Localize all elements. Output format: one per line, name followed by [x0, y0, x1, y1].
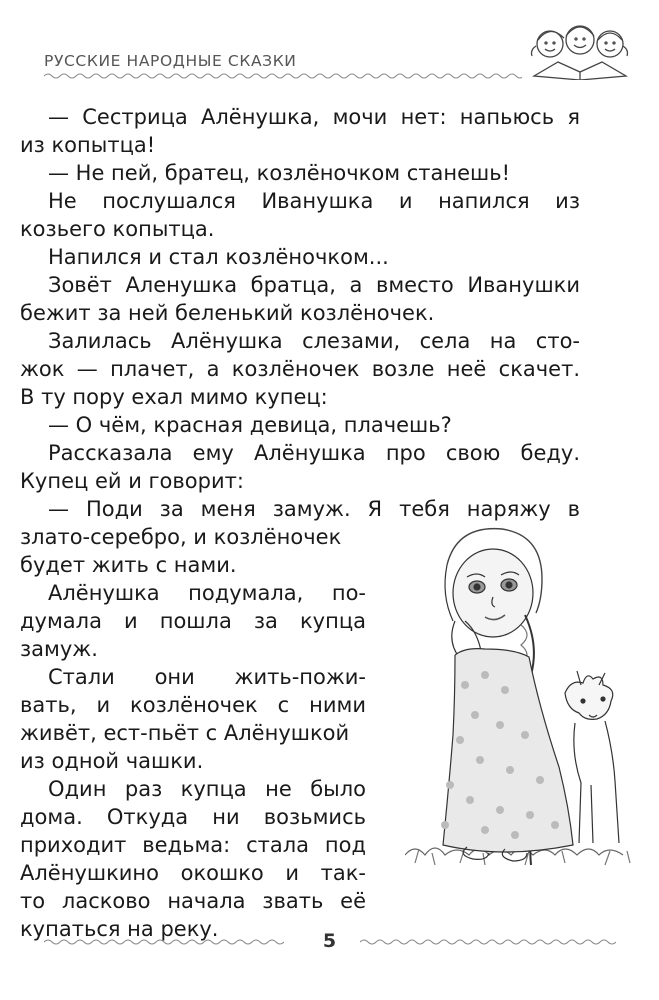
text-line: жок — плачет, а козлёночек возле неё скачет. — [20, 357, 580, 381]
footer-wave-divider-right — [360, 938, 616, 946]
text-line: из одной чашки. — [20, 749, 204, 773]
kids-reading-logo — [528, 22, 632, 80]
text-line: — Сестрица Алёнушка, мочи нет: напьюсь я — [48, 105, 580, 129]
girl-and-goat-illustration — [405, 525, 645, 870]
text-line: вать, и козлёночек с ними — [20, 693, 366, 717]
text-line: — Не пей, братец, козлёночком станешь! — [48, 161, 511, 185]
text-line: Залилась Алёнушка слезами, села на сто- — [48, 329, 580, 353]
text-line: приходит ведьма: стала под — [20, 833, 366, 857]
text-line: Напился и стал козлёночком... — [48, 245, 389, 269]
page-number: 5 — [322, 930, 337, 952]
text-line: думала и пошла за купца — [20, 609, 366, 633]
text-line: из копытца! — [20, 133, 156, 157]
text-line: то ласково начала звать её — [20, 889, 366, 913]
text-line: Алёнушка подумала, по- — [48, 581, 366, 605]
text-line: будет жить с нами. — [20, 553, 237, 577]
text-line: — О чём, красная девица, плачешь? — [48, 413, 452, 437]
text-line: Алёнушкино окошко и так- — [20, 861, 366, 885]
header-wave-divider — [44, 72, 522, 80]
text-line: дома. Откуда ни возьмись — [20, 805, 366, 829]
text-line: Зовёт Аленушка братца, а вместо Иванушки — [48, 273, 580, 297]
text-line: козьего копытца. — [20, 217, 215, 241]
text-line: Стали они жить-пожи- — [48, 665, 366, 689]
text-line: купаться на реку. — [20, 917, 219, 941]
text-line: бежит за ней беленький козлёночек. — [20, 301, 435, 325]
running-title: РУССКИЕ НАРОДНЫЕ СКАЗКИ — [44, 52, 297, 70]
text-line: — Поди за меня замуж. Я тебя наряжу в — [48, 497, 580, 521]
text-line: В ту пору ехал мимо купец: — [20, 385, 328, 409]
text-line: замуж. — [20, 637, 98, 661]
text-line: Рассказала ему Алёнушка про свою беду. — [48, 441, 580, 465]
text-line: Один раз купца не было — [48, 777, 366, 801]
text-line: Не послушался Иванушка и напился из — [48, 189, 580, 213]
text-line: Купец ей и говорит: — [20, 469, 244, 493]
text-line: злато-серебро, и козлёночек — [20, 525, 342, 549]
text-line: живёт, ест-пьёт с Алёнушкой — [20, 721, 350, 745]
